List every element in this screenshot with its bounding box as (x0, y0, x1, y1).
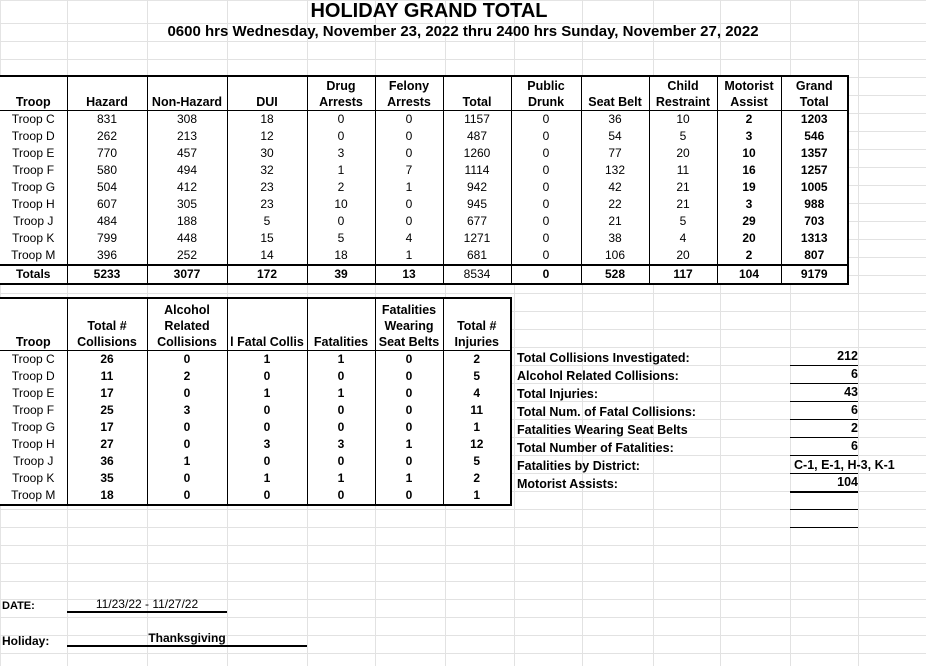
collisions-cell: 1 (227, 385, 307, 402)
enforcement-cell: 0 (511, 247, 581, 265)
troop-name: Troop D (11, 369, 55, 383)
collisions-cell: 0 (375, 350, 443, 368)
enforcement-cell: 1114 (443, 162, 511, 179)
collisions-cell: 0 (147, 487, 227, 505)
collisions-cell: 1 (227, 470, 307, 487)
enforcement-header-6: Total (443, 76, 511, 110)
enforcement-cell: 2 (307, 179, 375, 196)
enforcement-cell: 607 (67, 196, 147, 213)
enforcement-header-2: Non-Hazard (147, 76, 227, 110)
enforcement-cell: 412 (147, 179, 227, 196)
enforcement-cell: 4 (375, 230, 443, 247)
collisions-header-2: Alcohol Related Collisions (147, 298, 227, 350)
enforcement-cell: 213 (147, 128, 227, 145)
enforcement-cell: 831 (67, 110, 147, 128)
enforcement-cell: 1260 (443, 145, 511, 162)
enforcement-cell: 3 (307, 145, 375, 162)
report-title: HOLIDAY GRAND TOTAL (310, 0, 548, 22)
enforcement-row (0, 179, 848, 196)
enforcement-cell: 308 (147, 110, 227, 128)
totals-cell: 117 (649, 265, 717, 284)
enforcement-cell: 703 (781, 213, 848, 230)
enforcement-cell: 484 (67, 213, 147, 230)
summary-label: Total Injuries: (517, 387, 599, 401)
enforcement-cell: 0 (511, 145, 581, 162)
collisions-cell: 0 (227, 453, 307, 470)
collisions-row (0, 487, 511, 505)
enforcement-cell: 20 (649, 145, 717, 162)
troop-name: Troop H (11, 197, 55, 211)
enforcement-cell: 945 (443, 196, 511, 213)
enforcement-cell: 16 (717, 162, 781, 179)
enforcement-cell: 54 (581, 128, 649, 145)
enforcement-cell: 0 (511, 196, 581, 213)
enforcement-cell: 1005 (781, 179, 848, 196)
totals-cell: 8534 (443, 265, 511, 284)
enforcement-cell: 494 (147, 162, 227, 179)
enforcement-cell: 807 (781, 247, 848, 265)
totals-cell: 528 (581, 265, 649, 284)
collisions-cell: 0 (307, 419, 375, 436)
enforcement-cell: 677 (443, 213, 511, 230)
collisions-cell: 0 (375, 487, 443, 505)
troop-name: Troop M (11, 248, 56, 262)
troop-name: Troop J (13, 454, 54, 468)
troop-name: Troop G (11, 420, 56, 434)
summary-value: 104 (790, 474, 858, 492)
enforcement-cell: 546 (781, 128, 848, 145)
troop-name: Troop K (12, 471, 55, 485)
collisions-cell: 1 (443, 419, 511, 436)
troop-name: Troop F (12, 163, 55, 177)
enforcement-cell: 0 (511, 179, 581, 196)
enforcement-header-1: Hazard (67, 76, 147, 110)
enforcement-cell: 0 (375, 145, 443, 162)
enforcement-cell: 10 (717, 145, 781, 162)
totals-label: Totals (0, 265, 67, 284)
summary-underline (790, 492, 858, 493)
enforcement-cell: 0 (307, 128, 375, 145)
troop-name: Troop C (11, 352, 55, 366)
troop-name: Troop C (11, 112, 55, 126)
collisions-cell: 0 (307, 487, 375, 505)
collisions-header-1: Total # Collisions (67, 298, 147, 350)
collisions-cell: 27 (67, 436, 147, 453)
enforcement-cell: 799 (67, 230, 147, 247)
enforcement-cell: 5 (649, 128, 717, 145)
collisions-cell: 12 (443, 436, 511, 453)
troop-name: Troop H (11, 437, 55, 451)
totals-cell: 5233 (67, 265, 147, 284)
enforcement-cell: 504 (67, 179, 147, 196)
date-label: DATE: (2, 600, 35, 612)
collisions-header-3: l Fatal Collis (227, 298, 307, 350)
summary-value: 6 (790, 402, 858, 420)
enforcement-cell: 1203 (781, 110, 848, 128)
enforcement-cell: 21 (649, 196, 717, 213)
enforcement-cell: 580 (67, 162, 147, 179)
enforcement-cell: 38 (581, 230, 649, 247)
troop-name: Troop D (11, 129, 55, 143)
holiday-value: Thanksgiving (67, 631, 307, 647)
totals-cell: 104 (717, 265, 781, 284)
collisions-cell: 0 (307, 453, 375, 470)
collisions-cell: 1 (307, 470, 375, 487)
enforcement-cell: 188 (147, 213, 227, 230)
enforcement-cell: 7 (375, 162, 443, 179)
summary-value: 6 (790, 438, 858, 456)
collisions-cell: 2 (443, 350, 511, 368)
collisions-header-4: Fatalities (307, 298, 375, 350)
collisions-cell: 0 (147, 350, 227, 368)
enforcement-cell: 29 (717, 213, 781, 230)
enforcement-cell: 305 (147, 196, 227, 213)
collisions-cell: 36 (67, 453, 147, 470)
enforcement-row (0, 145, 848, 162)
enforcement-cell: 14 (227, 247, 307, 265)
collisions-cell: 0 (227, 402, 307, 419)
troop-name: Troop G (11, 180, 56, 194)
collisions-cell: 0 (375, 419, 443, 436)
enforcement-cell: 1313 (781, 230, 848, 247)
enforcement-header-10: Motorist Assist (717, 76, 781, 110)
summary-label: Motorist Assists: (517, 477, 618, 491)
enforcement-row (0, 162, 848, 179)
enforcement-cell: 18 (307, 247, 375, 265)
collisions-cell: 3 (147, 402, 227, 419)
enforcement-cell: 1 (375, 179, 443, 196)
enforcement-totals-row (0, 265, 848, 284)
collisions-cell: 5 (443, 453, 511, 470)
enforcement-row (0, 110, 848, 128)
collisions-cell: 0 (147, 470, 227, 487)
enforcement-cell: 0 (375, 110, 443, 128)
totals-cell: 0 (511, 265, 581, 284)
enforcement-cell: 42 (581, 179, 649, 196)
collisions-cell: 2 (443, 470, 511, 487)
enforcement-cell: 457 (147, 145, 227, 162)
totals-cell: 3077 (147, 265, 227, 284)
collisions-header-5: Fatalities Wearing Seat Belts (375, 298, 443, 350)
collisions-cell: 1 (227, 350, 307, 368)
enforcement-cell: 1257 (781, 162, 848, 179)
collisions-row (0, 402, 511, 419)
collisions-cell: 1 (147, 453, 227, 470)
enforcement-cell: 23 (227, 179, 307, 196)
enforcement-cell: 3 (717, 196, 781, 213)
collisions-cell: 0 (375, 453, 443, 470)
enforcement-cell: 30 (227, 145, 307, 162)
enforcement-cell: 3 (717, 128, 781, 145)
collisions-header-0: Troop (0, 298, 67, 350)
enforcement-cell: 4 (649, 230, 717, 247)
collisions-cell: 1 (375, 436, 443, 453)
troop-name: Troop J (13, 214, 54, 228)
collisions-cell: 11 (443, 402, 511, 419)
enforcement-cell: 262 (67, 128, 147, 145)
enforcement-row (0, 247, 848, 265)
troop-name: Troop K (12, 231, 55, 245)
enforcement-cell: 0 (307, 110, 375, 128)
enforcement-cell: 988 (781, 196, 848, 213)
enforcement-cell: 0 (375, 128, 443, 145)
summary-label: Fatalities Wearing Seat Belts (517, 423, 688, 437)
collisions-cell: 0 (227, 487, 307, 505)
summary-value: 43 (790, 384, 858, 402)
enforcement-cell: 1271 (443, 230, 511, 247)
enforcement-cell: 252 (147, 247, 227, 265)
enforcement-cell: 396 (67, 247, 147, 265)
enforcement-cell: 21 (581, 213, 649, 230)
collisions-row (0, 436, 511, 453)
collisions-cell: 25 (67, 402, 147, 419)
enforcement-header-11: Grand Total (781, 76, 848, 110)
enforcement-cell: 0 (307, 213, 375, 230)
enforcement-row (0, 196, 848, 213)
enforcement-header-3: DUI (227, 76, 307, 110)
collisions-row (0, 419, 511, 436)
summary-label: Total Num. of Fatal Collisions: (517, 405, 696, 419)
enforcement-cell: 19 (717, 179, 781, 196)
collisions-cell: 17 (67, 385, 147, 402)
enforcement-cell: 12 (227, 128, 307, 145)
enforcement-table (0, 75, 849, 285)
enforcement-header-5: Felony Arrests (375, 76, 443, 110)
collisions-table (0, 297, 512, 506)
enforcement-cell: 11 (649, 162, 717, 179)
collisions-header-6: Total # Injuries (443, 298, 511, 350)
enforcement-cell: 0 (375, 196, 443, 213)
totals-cell: 13 (375, 265, 443, 284)
troop-name: Troop M (11, 488, 56, 502)
enforcement-cell: 5 (227, 213, 307, 230)
enforcement-cell: 10 (649, 110, 717, 128)
collisions-cell: 3 (227, 436, 307, 453)
collisions-cell: 0 (375, 402, 443, 419)
collisions-row (0, 350, 511, 368)
summary-label: Fatalities by District: (517, 459, 640, 473)
enforcement-cell: 0 (511, 110, 581, 128)
collisions-cell: 0 (147, 419, 227, 436)
collisions-cell: 5 (443, 368, 511, 385)
enforcement-cell: 32 (227, 162, 307, 179)
enforcement-header-7: Public Drunk (511, 76, 581, 110)
enforcement-cell: 0 (375, 213, 443, 230)
troop-name: Troop E (12, 386, 55, 400)
summary-value: 2 (790, 420, 858, 438)
holiday-label: Holiday: (2, 634, 50, 648)
collisions-cell: 0 (307, 402, 375, 419)
collisions-row (0, 368, 511, 385)
totals-cell: 39 (307, 265, 375, 284)
troop-name: Troop F (12, 403, 55, 417)
enforcement-cell: 0 (511, 230, 581, 247)
enforcement-cell: 1 (375, 247, 443, 265)
enforcement-header-8: Seat Belt (581, 76, 649, 110)
enforcement-cell: 132 (581, 162, 649, 179)
summary-value: 212 (790, 348, 858, 366)
enforcement-cell: 18 (227, 110, 307, 128)
collisions-cell: 0 (227, 419, 307, 436)
collisions-cell: 1 (307, 350, 375, 368)
enforcement-cell: 681 (443, 247, 511, 265)
enforcement-cell: 942 (443, 179, 511, 196)
enforcement-cell: 2 (717, 110, 781, 128)
enforcement-cell: 487 (443, 128, 511, 145)
collisions-cell: 1 (307, 385, 375, 402)
enforcement-cell: 448 (147, 230, 227, 247)
enforcement-cell: 23 (227, 196, 307, 213)
enforcement-header-0: Troop (0, 76, 67, 110)
enforcement-cell: 77 (581, 145, 649, 162)
collisions-row (0, 470, 511, 487)
enforcement-cell: 20 (717, 230, 781, 247)
enforcement-cell: 21 (649, 179, 717, 196)
summary-underline (790, 509, 858, 510)
enforcement-row (0, 128, 848, 145)
enforcement-cell: 5 (307, 230, 375, 247)
collisions-cell: 17 (67, 419, 147, 436)
collisions-cell: 0 (147, 385, 227, 402)
enforcement-cell: 15 (227, 230, 307, 247)
summary-label: Total Number of Fatalities: (517, 441, 674, 455)
summary-value: C-1, E-1, H-3, K-1 (794, 458, 895, 472)
enforcement-cell: 1 (307, 162, 375, 179)
enforcement-cell: 770 (67, 145, 147, 162)
enforcement-cell: 2 (717, 247, 781, 265)
collisions-cell: 0 (307, 368, 375, 385)
summary-underline (790, 527, 858, 528)
enforcement-cell: 0 (511, 128, 581, 145)
collisions-cell: 4 (443, 385, 511, 402)
enforcement-cell: 1357 (781, 145, 848, 162)
collisions-cell: 0 (227, 368, 307, 385)
summary-label: Total Collisions Investigated: (517, 351, 690, 365)
collisions-cell: 1 (375, 470, 443, 487)
collisions-cell: 0 (147, 436, 227, 453)
collisions-cell: 3 (307, 436, 375, 453)
collisions-cell: 2 (147, 368, 227, 385)
enforcement-row (0, 230, 848, 247)
collisions-cell: 11 (67, 368, 147, 385)
enforcement-cell: 1157 (443, 110, 511, 128)
collisions-cell: 18 (67, 487, 147, 505)
enforcement-cell: 36 (581, 110, 649, 128)
collisions-cell: 0 (375, 385, 443, 402)
troop-name: Troop E (12, 146, 55, 160)
enforcement-header-9: Child Restraint (649, 76, 717, 110)
enforcement-header-4: Drug Arrests (307, 76, 375, 110)
totals-cell: 172 (227, 265, 307, 284)
collisions-cell: 26 (67, 350, 147, 368)
summary-underline (790, 473, 858, 474)
enforcement-cell: 106 (581, 247, 649, 265)
collisions-row (0, 385, 511, 402)
enforcement-cell: 22 (581, 196, 649, 213)
enforcement-cell: 5 (649, 213, 717, 230)
enforcement-cell: 0 (511, 213, 581, 230)
collisions-cell: 0 (375, 368, 443, 385)
report-subtitle: 0600 hrs Wednesday, November 23, 2022 thru 2400 hrs Sunday, November 27, 2022 (167, 23, 759, 40)
totals-cell: 9179 (781, 265, 848, 284)
summary-label: Alcohol Related Collisions: (517, 369, 679, 383)
collisions-cell: 35 (67, 470, 147, 487)
collisions-row (0, 453, 511, 470)
collisions-cell: 1 (443, 487, 511, 505)
enforcement-row (0, 213, 848, 230)
summary-value: 6 (790, 366, 858, 384)
enforcement-cell: 0 (511, 162, 581, 179)
enforcement-cell: 10 (307, 196, 375, 213)
enforcement-cell: 20 (649, 247, 717, 265)
date-value: 11/23/22 - 11/27/22 (67, 597, 227, 613)
